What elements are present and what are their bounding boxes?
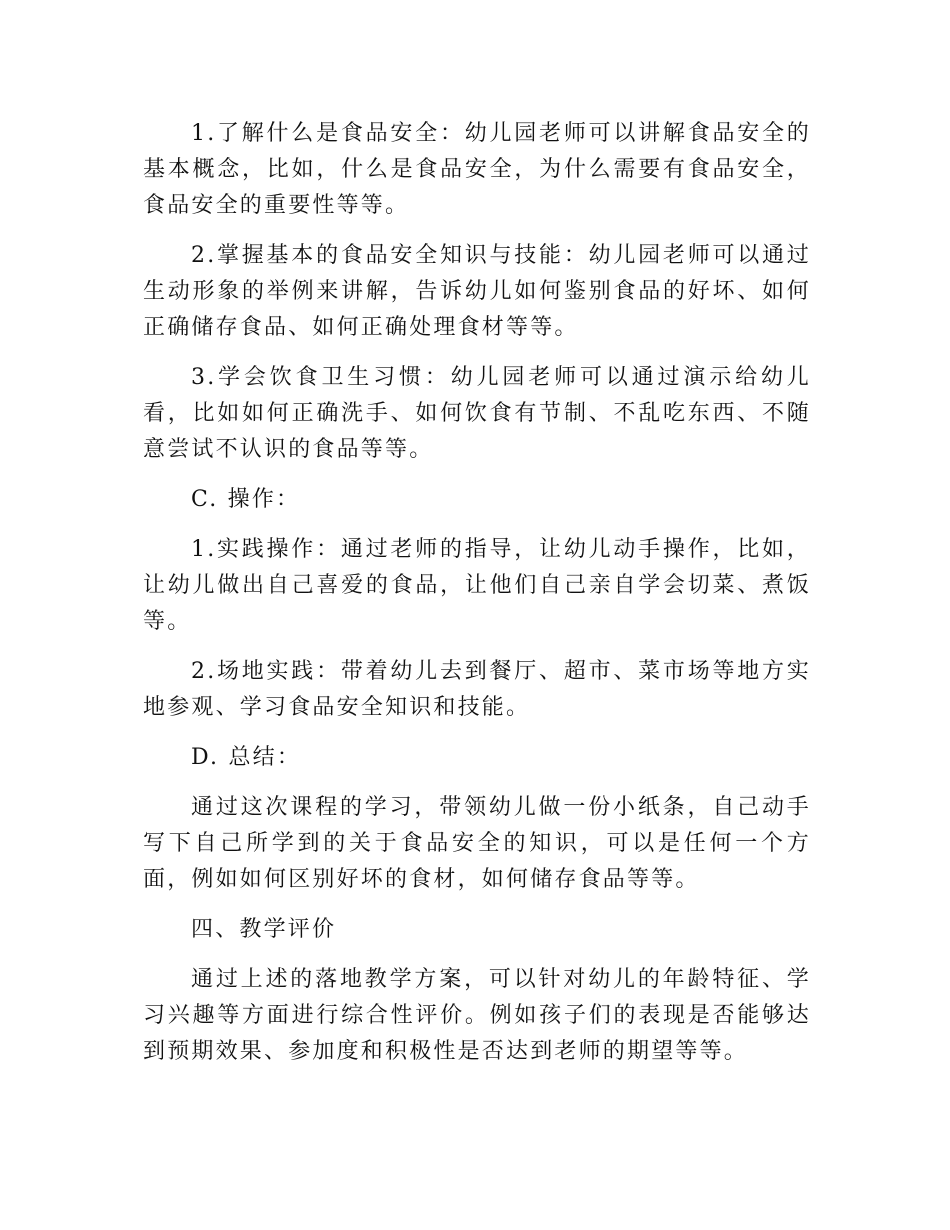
paragraph-evaluation-body: 通过上述的落地教学方案，可以针对幼儿的年龄特征、学习兴趣等方面进行综合性评价。例如孩子们的表现是否能够达到预期效果、参加度和积极性是否达到老师的期望等等。 <box>143 967 811 1064</box>
section-heading-summary: D. 总结： <box>191 745 302 770</box>
paragraph-hygiene-habits: 3.学会饮食卫生习惯：幼儿园老师可以通过演示给幼儿看，比如如何正确洗手、如何饮食有节制、不乱吃东西、不随意尝试不认识的食品等等。 <box>143 365 811 462</box>
paragraph-field-practice: 2.场地实践：带着幼儿去到餐厅、超市、菜市场等地方实地参观、学习食品安全知识和技能。 <box>143 659 811 720</box>
document-page <box>143 116 811 1084</box>
paragraph-understand-food-safety: 1.了解什么是食品安全：幼儿园老师可以讲解食品安全的基本概念，比如，什么是食品安全，为什么需要有食品安全，食品安全的重要性等等。 <box>143 121 811 218</box>
paragraph-practice-operation: 1.实践操作：通过老师的指导，让幼儿动手操作，比如，让幼儿做出自己喜爱的食品，让他们自己亲自学会切菜、煮饭等。 <box>143 537 811 634</box>
section-heading-evaluation: 四、教学评价 <box>191 917 337 942</box>
paragraph-summary-body: 通过这次课程的学习，带领幼儿做一份小纸条，自己动手写下自己所学到的关于食品安全的知识，可以是任何一个方面，例如如何区别好坏的食材，如何储存食品等等。 <box>143 795 811 892</box>
paragraph-knowledge-skills: 2.掌握基本的食品安全知识与技能：幼儿园老师可以通过生动形象的举例来讲解，告诉幼儿如何鉴别食品的好坏、如何正确储存食品、如何正确处理食材等等。 <box>143 243 811 340</box>
section-heading-operation: C. 操作： <box>191 487 301 512</box>
